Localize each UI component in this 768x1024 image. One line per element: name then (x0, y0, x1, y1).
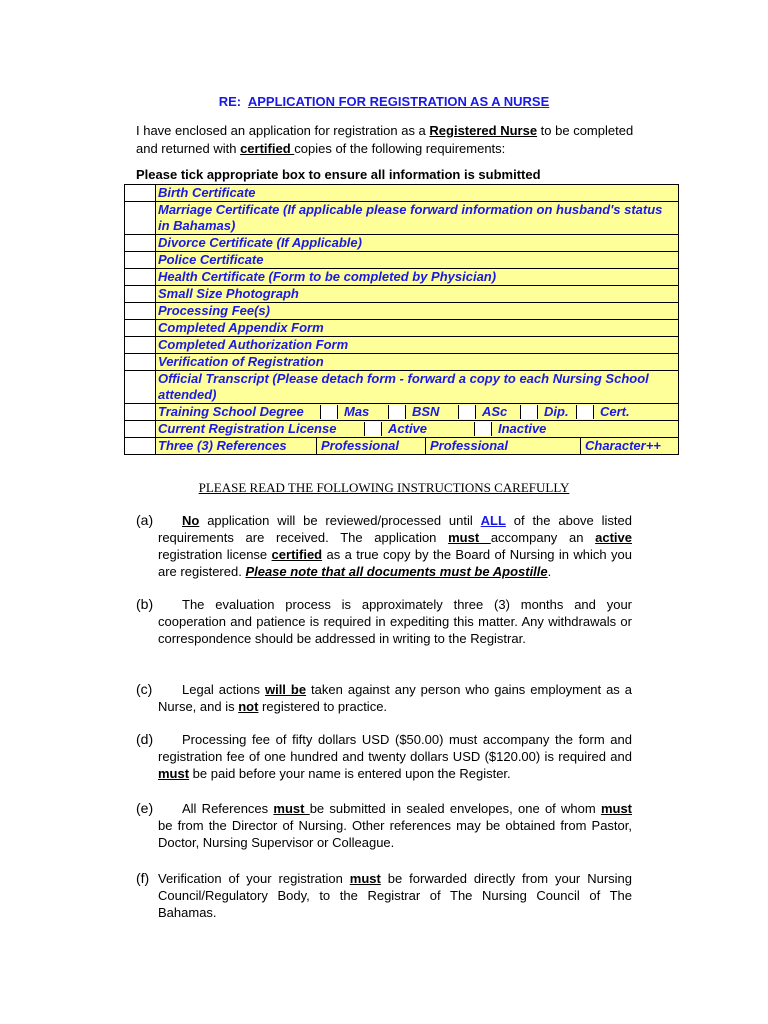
checkbox[interactable] (125, 269, 156, 286)
item-label: (c) (136, 681, 153, 697)
checkbox[interactable] (125, 371, 156, 404)
checkbox[interactable] (125, 202, 156, 235)
option-character[interactable]: Character++ (580, 438, 661, 454)
intro-registered-nurse: Registered Nurse (429, 123, 538, 138)
requirement-label: Divorce Certificate (If Applicable) (156, 235, 679, 252)
item-label: (b) (136, 596, 154, 612)
title-prefix: RE: (218, 94, 242, 109)
table-row (125, 269, 679, 286)
option-professional-1[interactable]: Professional (316, 438, 425, 454)
table-row (125, 354, 679, 371)
training-degree-row (156, 404, 679, 421)
intro-text-2: to be completed and returned with (136, 123, 634, 156)
requirement-label: Verification of Registration (156, 354, 679, 371)
license-row (156, 421, 679, 438)
instruction-e: (e) All References must be submitted in sealed envelopes, one of whom must be from the Director of Nursing. Other references may be obtained from Pastor, Doctor, Nursing Supervisor or Colleague. (136, 800, 632, 850)
instruction-c: (c) Legal actions will be taken against any person who gains employment as a Nurse, and is not registered to practice. (136, 681, 633, 714)
intro-text-3: copies of the following requirements: (294, 141, 506, 156)
option-inactive: Inactive (498, 421, 547, 436)
option-cert: Cert. (600, 404, 630, 419)
instruction-b: (b) The evaluation process is approximately three (3) months and your cooperation and patience is required in expediting this matter. Any withdrawals or correspondence should be addressed in writing to the Registrar. (136, 596, 632, 646)
checkbox[interactable] (125, 438, 156, 455)
option-professional-2[interactable]: Professional (425, 438, 580, 454)
option-bsn: BSN (412, 404, 440, 419)
checkbox[interactable] (125, 185, 156, 202)
intro-paragraph (136, 122, 636, 158)
references-row (156, 438, 679, 455)
item-label: (e) (136, 800, 154, 816)
checkbox-mas[interactable] (320, 405, 338, 419)
checkbox-cert[interactable] (576, 405, 594, 419)
table-row (125, 371, 679, 404)
option-asc: ASc (482, 404, 508, 419)
requirement-label: Birth Certificate (156, 185, 679, 202)
requirement-label: Small Size Photograph (156, 286, 679, 303)
instruction-d: (d) Processing fee of fifty dollars USD ($50.00) must accompany the form and registration fee of one hundred and twenty dollars USD ($120.00) is required and must be paid before your name is entered upon the Register. (136, 731, 632, 781)
table-row (125, 320, 679, 337)
checkbox[interactable] (125, 235, 156, 252)
table-row (125, 286, 679, 303)
table-row (125, 438, 679, 455)
checkbox[interactable] (125, 252, 156, 269)
table-row (125, 421, 679, 438)
instruction-a: (a) No application will be reviewed/processed until ALL of the above listed requirements are received. The application must accompany an active registration license certified as a true copy by the Board of Nursing in which you are registered. Please note that all documents must be Apostille. (136, 512, 632, 579)
requirement-label: Marriage Certificate (If applicable please forward information on husband's status in Bahamas) (156, 202, 679, 235)
instructions-heading: PLEASE READ THE FOLLOWING INSTRUCTIONS CAREFULLY (198, 480, 570, 495)
option-dip: Dip. (544, 404, 569, 419)
requirement-label: Health Certificate (Form to be completed by Physician) (156, 269, 679, 286)
checkbox[interactable] (125, 320, 156, 337)
option-mas: Mas (344, 404, 370, 419)
checkbox-active[interactable] (364, 422, 382, 436)
requirement-label: Completed Authorization Form (156, 337, 679, 354)
table-row (125, 404, 679, 421)
checkbox-asc[interactable] (458, 405, 476, 419)
checkbox[interactable] (125, 421, 156, 438)
instruction-f: (f) Verification of your registration must be forwarded directly from your Nursing Council/Regulatory Body, to the Registrar of The Nursing Council of The Bahamas. (136, 870, 632, 920)
requirement-label: Processing Fee(s) (156, 303, 679, 320)
table-row (125, 235, 679, 252)
license-label: Current Registration License (158, 421, 337, 436)
checkbox[interactable] (125, 303, 156, 320)
title-text: APPLICATION FOR REGISTRATION AS A NURSE (247, 94, 550, 109)
requirement-label: Official Transcript (Please detach form - forward a copy to each Nursing School attended) (156, 371, 679, 404)
item-label: (d) (136, 731, 154, 747)
table-row (125, 252, 679, 269)
table-row (125, 303, 679, 320)
checkbox[interactable] (125, 404, 156, 421)
checkbox-dip[interactable] (520, 405, 538, 419)
checkbox[interactable] (125, 337, 156, 354)
requirement-label: Completed Appendix Form (156, 320, 679, 337)
checkbox-inactive[interactable] (474, 422, 492, 436)
requirements-table (124, 184, 679, 455)
checkbox-bsn[interactable] (388, 405, 406, 419)
table-row (125, 185, 679, 202)
table-row (125, 202, 679, 235)
requirement-label: Police Certificate (156, 252, 679, 269)
intro-text-1: I have enclosed an application for registration as a (136, 123, 430, 138)
intro-certified: certified (240, 141, 295, 156)
table-row (125, 337, 679, 354)
references-label: Three (3) References (158, 438, 287, 453)
training-label: Training School Degree (158, 404, 304, 419)
option-active: Active (388, 421, 428, 436)
tick-heading: Please tick appropriate box to ensure all information is submitted (136, 167, 541, 182)
item-label: (a) (136, 512, 154, 528)
item-label: (f) (136, 870, 150, 886)
checkbox[interactable] (125, 354, 156, 371)
checkbox[interactable] (125, 286, 156, 303)
page-title (0, 94, 768, 109)
